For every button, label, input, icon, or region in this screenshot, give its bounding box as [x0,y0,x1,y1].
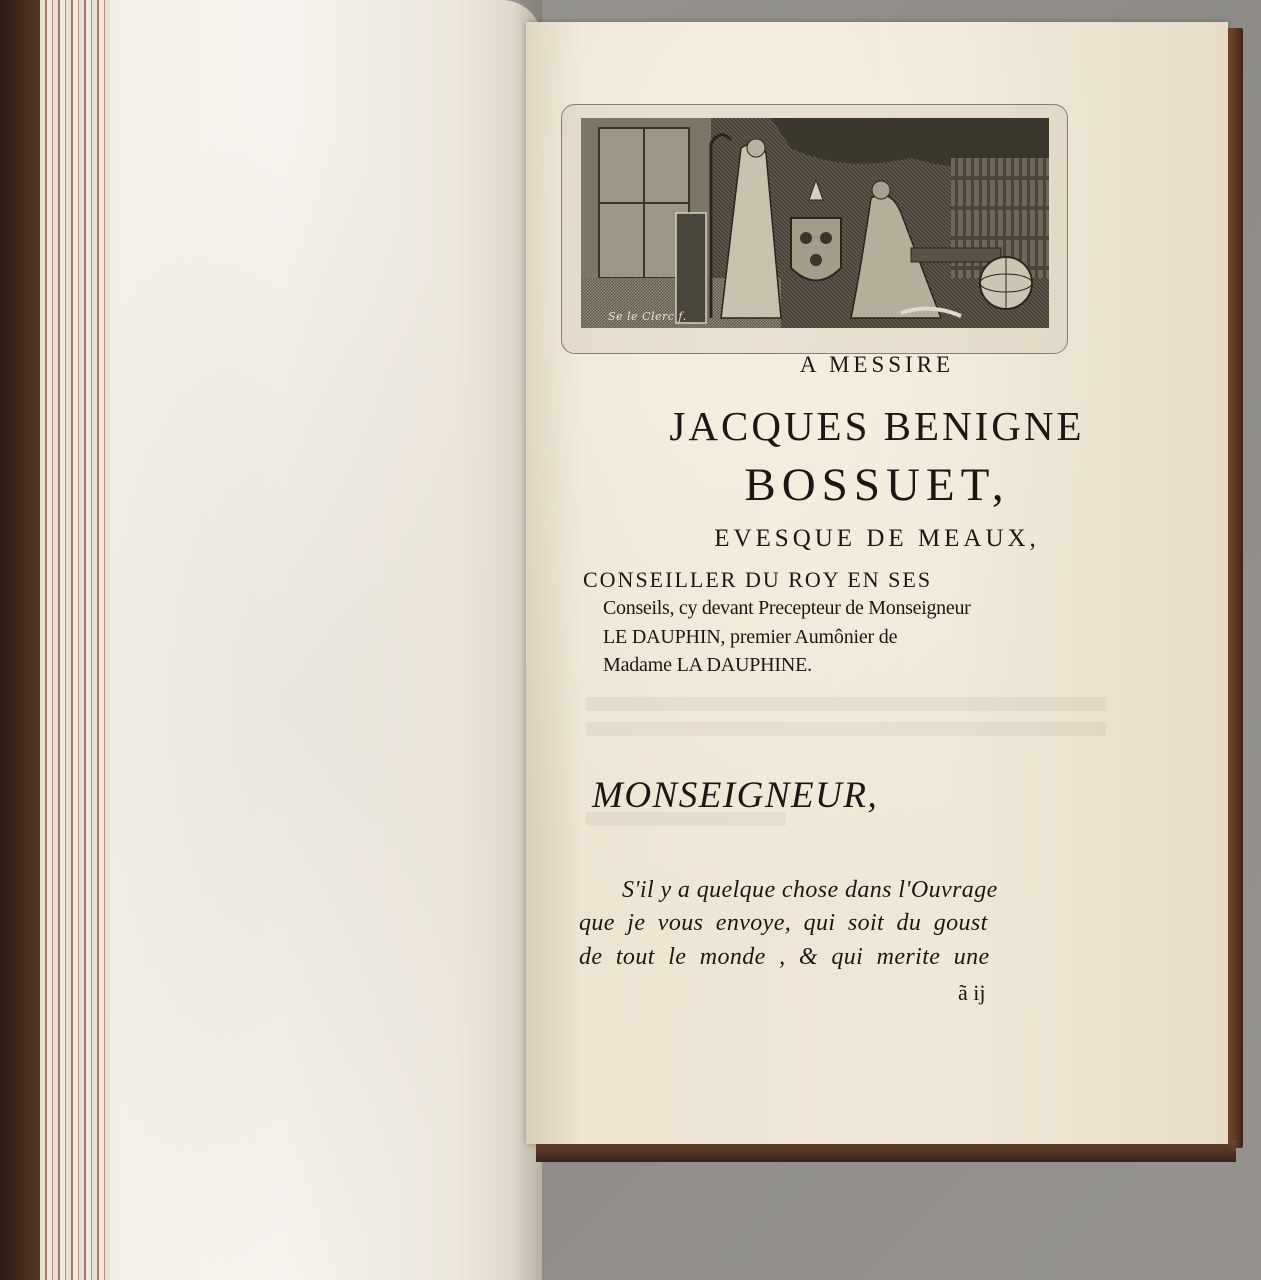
engraved-vignette [581,118,1049,328]
blank-verso-page [110,0,542,1280]
page-edges [40,0,120,1280]
dedication-heading: A MESSIRE [799,352,955,377]
signature-mark: ã ij [958,980,986,1005]
show-through [586,722,1106,736]
engraver-signature: Se le Clerc f. [608,310,687,323]
body-text-line: de tout le monde , & qui merite une [579,944,990,970]
credentials-line: CONSEILLER DU ROY EN SES [583,567,933,592]
show-through [586,697,1106,711]
vignette-engraving [581,118,1049,328]
dedicatee-name-line-1: JACQUES BENIGNE [669,403,1085,449]
salutation: MONSEIGNEUR, [592,775,879,816]
recto-page [526,22,1228,1144]
credentials-line: LE DAUPHIN, premier Aumônier de [603,626,898,648]
credentials-line: Madame LA DAUPHINE. [603,654,812,676]
body-text-line: que je vous envoye, qui soit du goust [579,910,988,936]
credentials-line: Conseils, cy devant Precepteur de Monseigneur [603,597,971,619]
body-text-line: S'il y a quelque chose dans l'Ouvrage [622,877,998,903]
dedicatee-name-line-2: BOSSUET, [744,459,1010,511]
dedicatee-title: EVESQUE DE MEAUX, [714,525,1040,552]
